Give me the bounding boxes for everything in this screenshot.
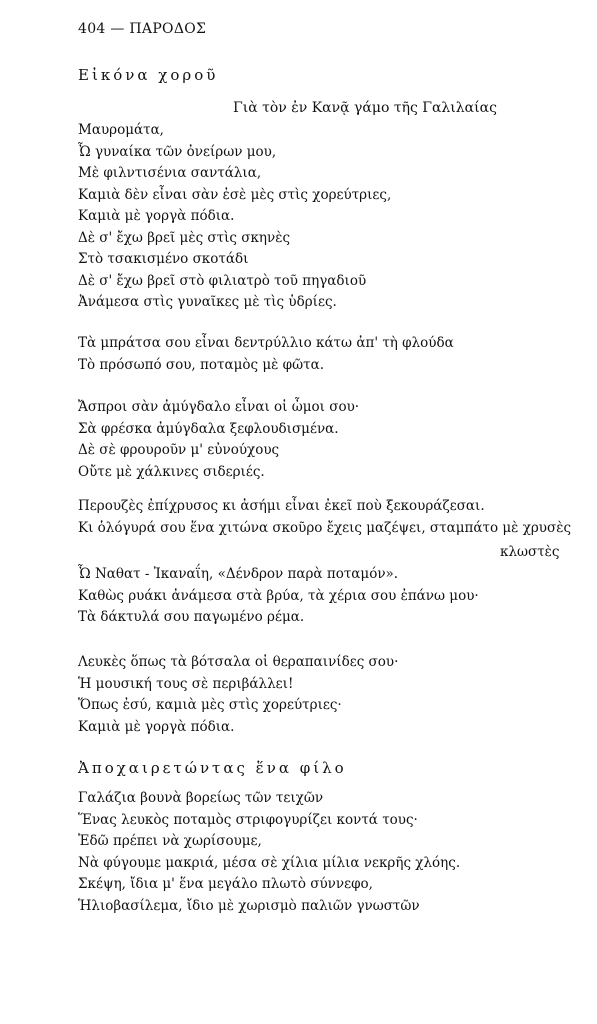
- poem-line: Ἀνάμεσα στὶς γυναῖκες μὲ τὶς ὑδρίες.: [78, 294, 337, 310]
- poem-line: Οὔτε μὲ χάλκινες σιδεριές.: [78, 463, 265, 480]
- poem-line: Σκέψη, ἴδια μ' ἕνα μεγάλο πλωτὸ σύννεφο,: [78, 876, 373, 892]
- stanza: [78, 788, 460, 917]
- poem-line: Τὰ δάκτυλά σου παγωμένο ρέμα.: [78, 609, 305, 625]
- poem-line: Ὦ γυναίκα τῶν ὀνείρων μου,: [78, 143, 277, 160]
- poem-line: Ἡλιοβασίλεμα, ἴδιο μὲ χωρισμὸ παλιῶν γνωστῶν: [78, 897, 420, 914]
- poem-line: Μαυρομάτα,: [78, 122, 164, 138]
- poem-line: Τὰ μπράτσα σου εἶναι δεντρύλλιο κάτω ἀπ' τὴ φλούδα: [78, 335, 454, 351]
- poem-line: Δὲ σ' ἔχω βρεῖ στὸ φιλιατρὸ τοῦ πηγαδιοῦ: [78, 272, 367, 289]
- poem-line: Γαλάζια βουνὰ βορείως τῶν τειχῶν: [78, 790, 324, 806]
- poem-line: κλωστὲς: [500, 544, 560, 560]
- poem-line: Ἕνας λευκὸς ποταμὸς στριφογυρίζει κοντά τους·: [78, 811, 418, 828]
- poem-line: Ἄσπροι σὰν ἀμύγδαλο εἶναι οἱ ὦμοι σου·: [78, 399, 360, 415]
- poem-line: Μὲ φιλντισένια σαντάλια,: [78, 165, 262, 181]
- stanza: [78, 652, 398, 738]
- poem-line: Καθὼς ρυάκι ἀνάμεσα στὰ βρύα, τὰ χέρια σου ἐπάνω μου·: [78, 587, 479, 604]
- poem-line: Τὸ πρόσωπό σου, ποταμὸς μὲ φῶτα.: [78, 356, 324, 373]
- stanza: [78, 397, 359, 483]
- poem-line: Ὦ Ναθατ - Ἰκαναΐη, «Δένδρον παρὰ ποταμόν».: [78, 566, 399, 582]
- poem-line: Δὲ σὲ φρουροῦν μ' εὐνούχους: [78, 442, 280, 458]
- stanza: [78, 120, 391, 314]
- poem-line: Καμιὰ δὲν εἶναι σὰν ἐσὲ μὲς στὶς χορεύτριες,: [78, 186, 392, 203]
- poem-line: Κι ὁλόγυρά σου ἕνα χιτώνα σκοῦρο ἔχεις μαζέψει, σταμπάτο μὲ χρυσὲς: [78, 519, 572, 536]
- running-header: 404 — ΠΑΡΟΔΟΣ: [78, 21, 207, 37]
- stanza: [78, 333, 454, 376]
- poem-line: Στὸ τσακισμένο σκοτάδι: [78, 251, 249, 267]
- poem-line: Καμιὰ μὲ γοργὰ πόδια.: [78, 718, 235, 735]
- poem-title: Εἰκόνα χοροῦ: [78, 66, 219, 84]
- poem-line: Δὲ σ' ἔχω βρεῖ μὲς στὶς σκηνὲς: [78, 229, 290, 246]
- stanza-line-continuation: [500, 542, 560, 564]
- poem-line: Ἐδῶ πρέπει νὰ χωρίσουμε,: [78, 833, 262, 849]
- poem-line: Καμιὰ μὲ γοργὰ πόδια.: [78, 208, 235, 224]
- poem-dedication: Γιὰ τὸν ἐν Κανᾷ γάμο τῆς Γαλιλαίας: [233, 100, 497, 116]
- poem-line: Ἡ μουσική τους σὲ περιβάλλει!: [78, 675, 294, 692]
- poem-line: Περουζὲς ἐπίχρυσος κι ἀσήμι εἶναι ἐκεῖ ποὺ ξεκουράζεσαι.: [78, 498, 485, 514]
- poem-title: Ἀποχαιρετώντας ἕνα φίλο: [78, 759, 347, 777]
- stanza: [78, 564, 479, 629]
- poem-line: Λευκὲς ὅπως τὰ βότσαλα οἱ θεραπαινίδες σου·: [78, 654, 399, 670]
- poem-line: Σὰ φρέσκα ἀμύγδαλα ξεφλουδισμένα.: [78, 420, 339, 437]
- poem-line: Νὰ φύγουμε μακριά, μέσα σὲ χίλια μίλια νεκρῆς χλόης.: [78, 854, 461, 871]
- poem-line: Ὅπως ἐσύ, καμιὰ μὲς στὶς χορεύτριες·: [78, 697, 342, 713]
- stanza: [78, 496, 571, 539]
